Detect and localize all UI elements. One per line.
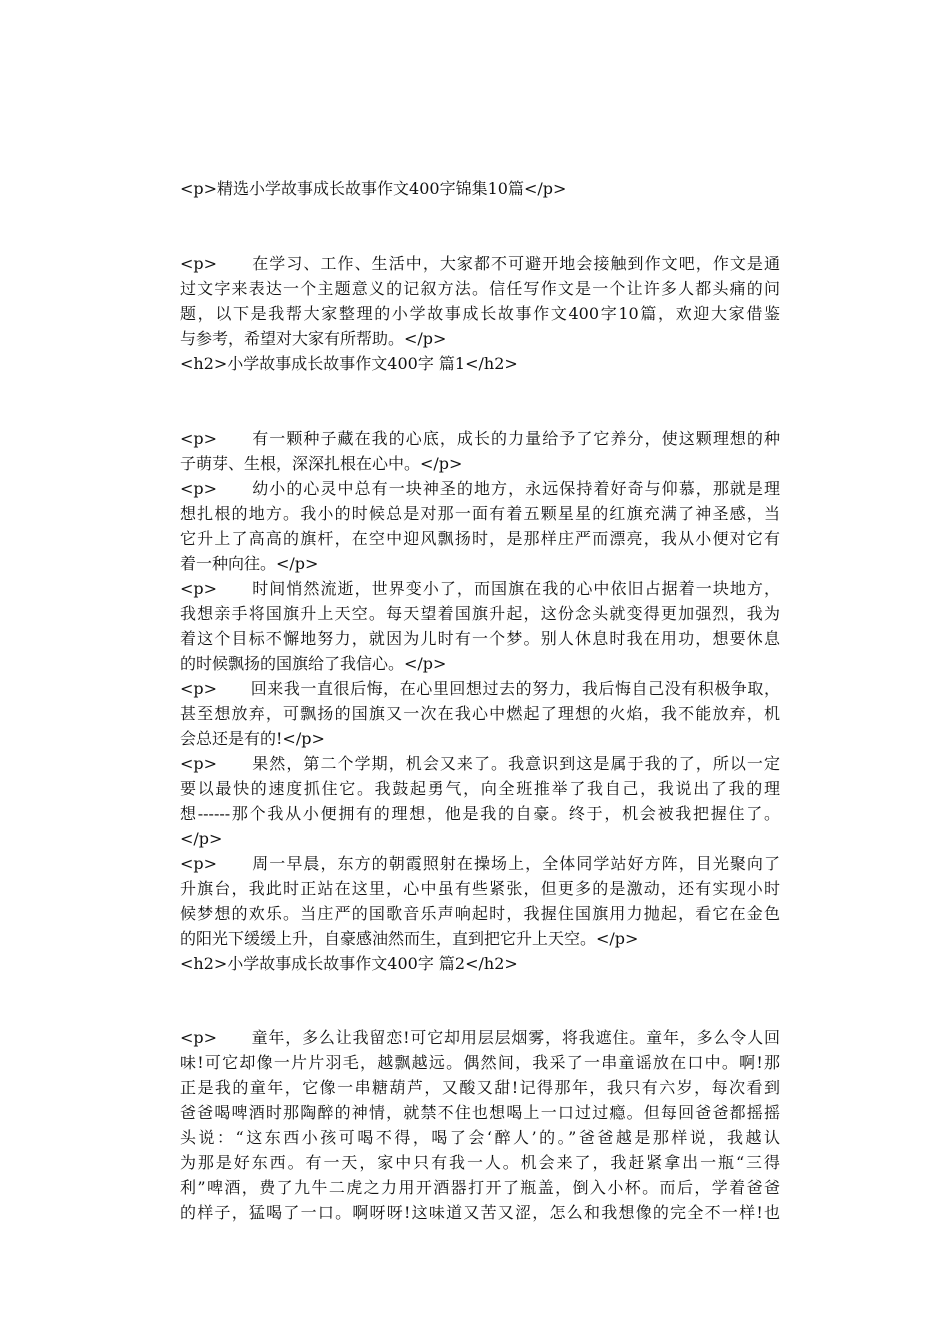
text-line: <p> 时间悄然流逝，世界变小了，而国旗在我的心中依旧占据着一块地方，: [180, 579, 780, 598]
text-line: <p> 童年，多么让我留恋!可它却用层层烟雾，将我遮住。童年，多么令人回: [180, 1028, 780, 1047]
section-heading-2: <h2>小学故事成长故事作文400字 篇2</h2>: [180, 954, 518, 973]
section-heading-1: <h2>小学故事成长故事作文400字 篇1</h2>: [180, 354, 518, 373]
text-line: 会总还是有的!</p>: [180, 729, 325, 748]
text-line: 我想亲手将国旗升上天空。每天望着国旗升起，这份念头就变得更加强烈，我为: [180, 604, 780, 623]
text-line: 它升上了高高的旗杆，在空中迎风飘扬时，是那样庄严而漂亮，我从小便对它有: [180, 529, 780, 548]
text-line: </p>: [180, 829, 223, 848]
text-line: 候梦想的欢乐。当庄严的国歌音乐声响起时，我握住国旗用力抛起，看它在金色: [180, 904, 780, 923]
text-line: <p> 有一颗种子藏在我的心底，成长的力量给予了它养分，使这颗理想的种: [180, 429, 780, 448]
text-line: 升旗台，我此时正站在这里，心中虽有些紧张，但更多的是激动，还有实现小时: [180, 879, 780, 898]
text-line: 想扎根的地方。我小的时候总是对那一面有着五颗星星的红旗充满了神圣感，当: [180, 504, 780, 523]
text-line: <p> 果然，第二个学期，机会又来了。我意识到这是属于我的了，所以一定: [180, 754, 780, 773]
text-line: 题，以下是我帮大家整理的小学故事成长故事作文400字10篇，欢迎大家借鉴: [180, 304, 780, 323]
text-line: <p> 幼小的心灵中总有一块神圣的地方，永远保持着好奇与仰慕，那就是理: [180, 479, 780, 498]
text-line: 正是我的童年，它像一串糖葫芦，又酸又甜!记得那年，我只有六岁，每次看到: [180, 1078, 780, 1097]
text-line: 子萌芽、生根，深深扎根在心中。</p>: [180, 454, 463, 473]
text-line: 爸爸喝啤酒时那陶醉的神情，就禁不住也想喝上一口过过瘾。但每回爸爸都摇摇: [180, 1103, 780, 1122]
text-line: 着这个目标不懈地努力，就因为儿时有一个梦。别人休息时我在用功，想要休息: [180, 629, 780, 648]
document-title-line: <p>精选小学故事成长故事作文400字锦集10篇</p>: [180, 179, 567, 198]
text-line: 头说：“这东西小孩可喝不得，喝了会‘醉人’的。”爸爸越是那样说，我越认: [180, 1128, 780, 1147]
text-line: 的样子，猛喝了一口。啊呀呀!这味道又苦又涩，怎么和我想像的完全不一样!也: [180, 1203, 780, 1222]
text-line: 想------那个我从小便拥有的理想，他是我的自豪。终于，机会被我把握住了。: [180, 804, 780, 823]
text-line: 味!可它却像一片片羽毛，越飘越远。偶然间，我采了一串童谣放在口中。啊!那: [180, 1053, 780, 1072]
text-line: 的时候飘扬的国旗给了我信心。</p>: [180, 654, 447, 673]
text-line: 着一种向往。</p>: [180, 554, 319, 573]
text-line: 的阳光下缓缓上升，自豪感油然而生，直到把它升上天空。</p>: [180, 929, 639, 948]
text-line: 要以最快的速度抓住它。我鼓起勇气，向全班推举了我自己，我说出了我的理: [180, 779, 780, 798]
text-line: 甚至想放弃，可飘扬的国旗又一次在我心中燃起了理想的火焰，我不能放弃，机: [180, 704, 780, 723]
text-line: <p> 周一早晨，东方的朝霞照射在操场上，全体同学站好方阵，目光聚向了: [180, 854, 780, 873]
text-line: 为那是好东西。有一天，家中只有我一人。机会来了，我赶紧拿出一瓶“三得: [180, 1153, 780, 1172]
text-line: 与参考，希望对大家有所帮助。</p>: [180, 329, 447, 348]
text-line: 过文字来表达一个主题意义的记叙方法。信任写作文是一个让许多人都头痛的问: [180, 279, 780, 298]
text-line: <p> 回来我一直很后悔，在心里回想过去的努力，我后悔自己没有积极争取，: [180, 679, 780, 698]
text-line: <p> 在学习、工作、生活中，大家都不可避开地会接触到作文吧，作文是通: [180, 254, 780, 273]
text-line: 利”啤酒，费了九牛二虎之力用开酒器打开了瓶盖，倒入小杯。而后，学着爸爸: [180, 1178, 780, 1197]
